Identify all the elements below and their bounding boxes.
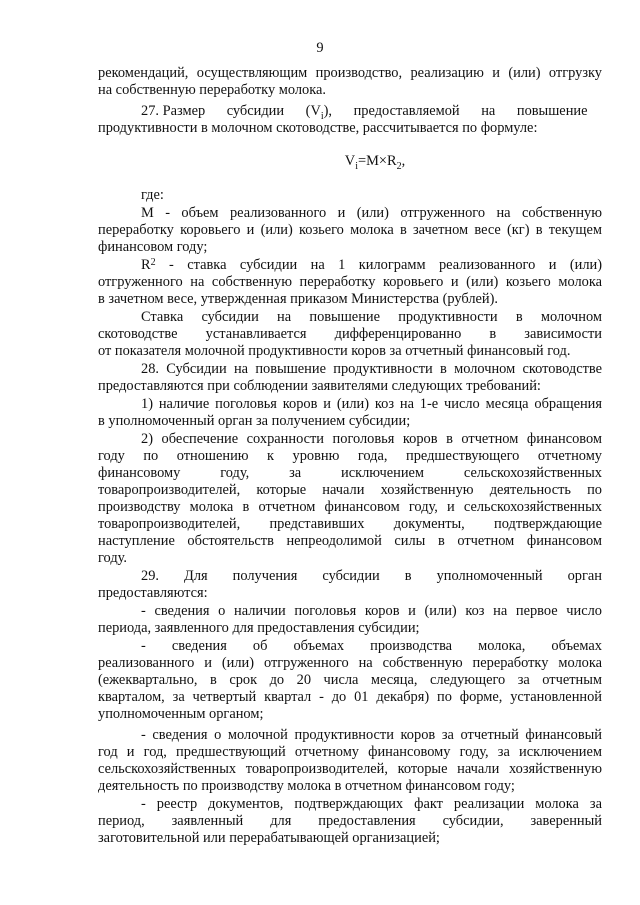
list-item-text: - сведения об объемах производства молока, объемах bbox=[141, 638, 602, 654]
list-item-text: кварталом, за четвертый квартал - до 01 декабря) по форме, установленной bbox=[98, 689, 602, 705]
text-line: финансовому году, за исключением сельскохозяйственных bbox=[98, 465, 602, 481]
text-line: продуктивности в молочном скотоводстве, рассчитывается по формуле: bbox=[98, 120, 538, 136]
r2-subscript: 2 bbox=[150, 257, 156, 268]
text-line: от показателя молочной продуктивности коров за отчетный финансовый год. bbox=[98, 343, 571, 359]
text-fragment: 27. Размер субсидии (V bbox=[141, 103, 321, 119]
text-line: скотоводстве устанавливается дифференцированно в зависимости bbox=[98, 326, 602, 342]
list-item-text: реализованного и (или) отгруженного на собственную переработку молока bbox=[98, 655, 602, 671]
formula-end: , bbox=[401, 153, 406, 169]
r2-definition-line bbox=[141, 257, 602, 274]
r2-var: R bbox=[141, 257, 151, 273]
list-item-text: сельскохозяйственных товаропроизводителей, которые начали хозяйственную bbox=[98, 761, 602, 777]
text-line: в уполномоченный орган за получением субсидии; bbox=[98, 413, 411, 429]
subscript: i bbox=[320, 110, 324, 122]
formula-expr: =M×R bbox=[357, 153, 397, 169]
text-line: товаропроизводителей, которые начали хозяйственную деятельность по bbox=[98, 482, 602, 498]
text-line: наступление обстоятельств непреодолимой силы в отчетном финансовом bbox=[98, 533, 602, 549]
text-line: производству молока в отчетном финансовом году, и сельскохозяйственных bbox=[98, 499, 602, 515]
text-line: рекомендаций, осуществляющим производство, реализацию и (или) отгрузку bbox=[98, 65, 602, 81]
text-line: на собственную переработку молока. bbox=[98, 82, 327, 98]
text-line: 29. Для получения субсидии в уполномоченный орган bbox=[141, 568, 602, 584]
list-item-text: (ежеквартально, в срок до 20 числа месяца, следующего за отчетным bbox=[98, 672, 602, 688]
list-item-text: - реестр документов, подтверждающих факт реализации молока за bbox=[141, 796, 602, 812]
page-number: 9 bbox=[316, 40, 324, 56]
list-item-text: заготовительной или перерабатывающей организацией; bbox=[98, 830, 440, 846]
text-line: предоставляются при соблюдении заявителями следующих требований: bbox=[98, 378, 541, 394]
formula-var: V bbox=[344, 153, 356, 169]
formula-subscript: i bbox=[355, 160, 358, 172]
text-line: 28. Субсидии на повышение продуктивности в молочном скотоводстве bbox=[141, 361, 602, 377]
text-line: финансовом году; bbox=[98, 239, 208, 255]
list-item-text: период, заявленный для предоставления субсидии, заверенный bbox=[98, 813, 602, 829]
text-line: году по отношению к уровню года, предшествующего отчетному bbox=[98, 448, 602, 464]
text-line: году. bbox=[98, 550, 127, 566]
list-item-text: уполномоченным органом; bbox=[98, 706, 264, 722]
text-line: где: bbox=[141, 187, 164, 203]
list-item-text: деятельность по производству молока в отчетном финансовом году; bbox=[98, 778, 515, 794]
text-line: предоставляются: bbox=[98, 585, 208, 601]
list-item-text: - сведения о наличии поголовья коров и (или) коз на первое число bbox=[141, 603, 602, 619]
text-line: товаропроизводителей, представивших документы, подтверждающие bbox=[98, 516, 602, 532]
list-item-text: периода, заявленного для предоставления субсидии; bbox=[98, 620, 420, 636]
formula-subscript: 2 bbox=[396, 160, 402, 172]
text-fragment: ), предоставляемой на повышение bbox=[323, 103, 588, 119]
text-line: Ставка субсидии на повышение продуктивности в молочном bbox=[141, 309, 602, 325]
list-item-text: - сведения о молочной продуктивности коров за отчетный финансовый bbox=[141, 727, 602, 743]
text-fragment: - ставка субсидии на 1 килограмм реализованного и (или) bbox=[155, 257, 602, 273]
text-line: отгруженного на собственную переработку коровьего и (или) козьего молока bbox=[98, 274, 602, 290]
text-line: 1) наличие поголовья коров и (или) коз на 1-е число месяца обращения bbox=[141, 396, 602, 412]
text-line: переработку коровьего и (или) козьего молока в зачетном весе (кг) в текущем bbox=[98, 222, 602, 238]
formula bbox=[0, 153, 640, 170]
text-line: М - объем реализованного и (или) отгруженного на собственную bbox=[141, 205, 602, 221]
paragraph-27-first-line bbox=[141, 103, 587, 120]
text-line: 2) обеспечение сохранности поголовья коров в отчетном финансовом bbox=[141, 431, 602, 447]
list-item-text: год и год, предшествующий отчетному финансовому году, за исключением bbox=[98, 744, 602, 760]
text-line: в зачетном весе, утвержденная приказом Министерства (рублей). bbox=[98, 291, 498, 307]
